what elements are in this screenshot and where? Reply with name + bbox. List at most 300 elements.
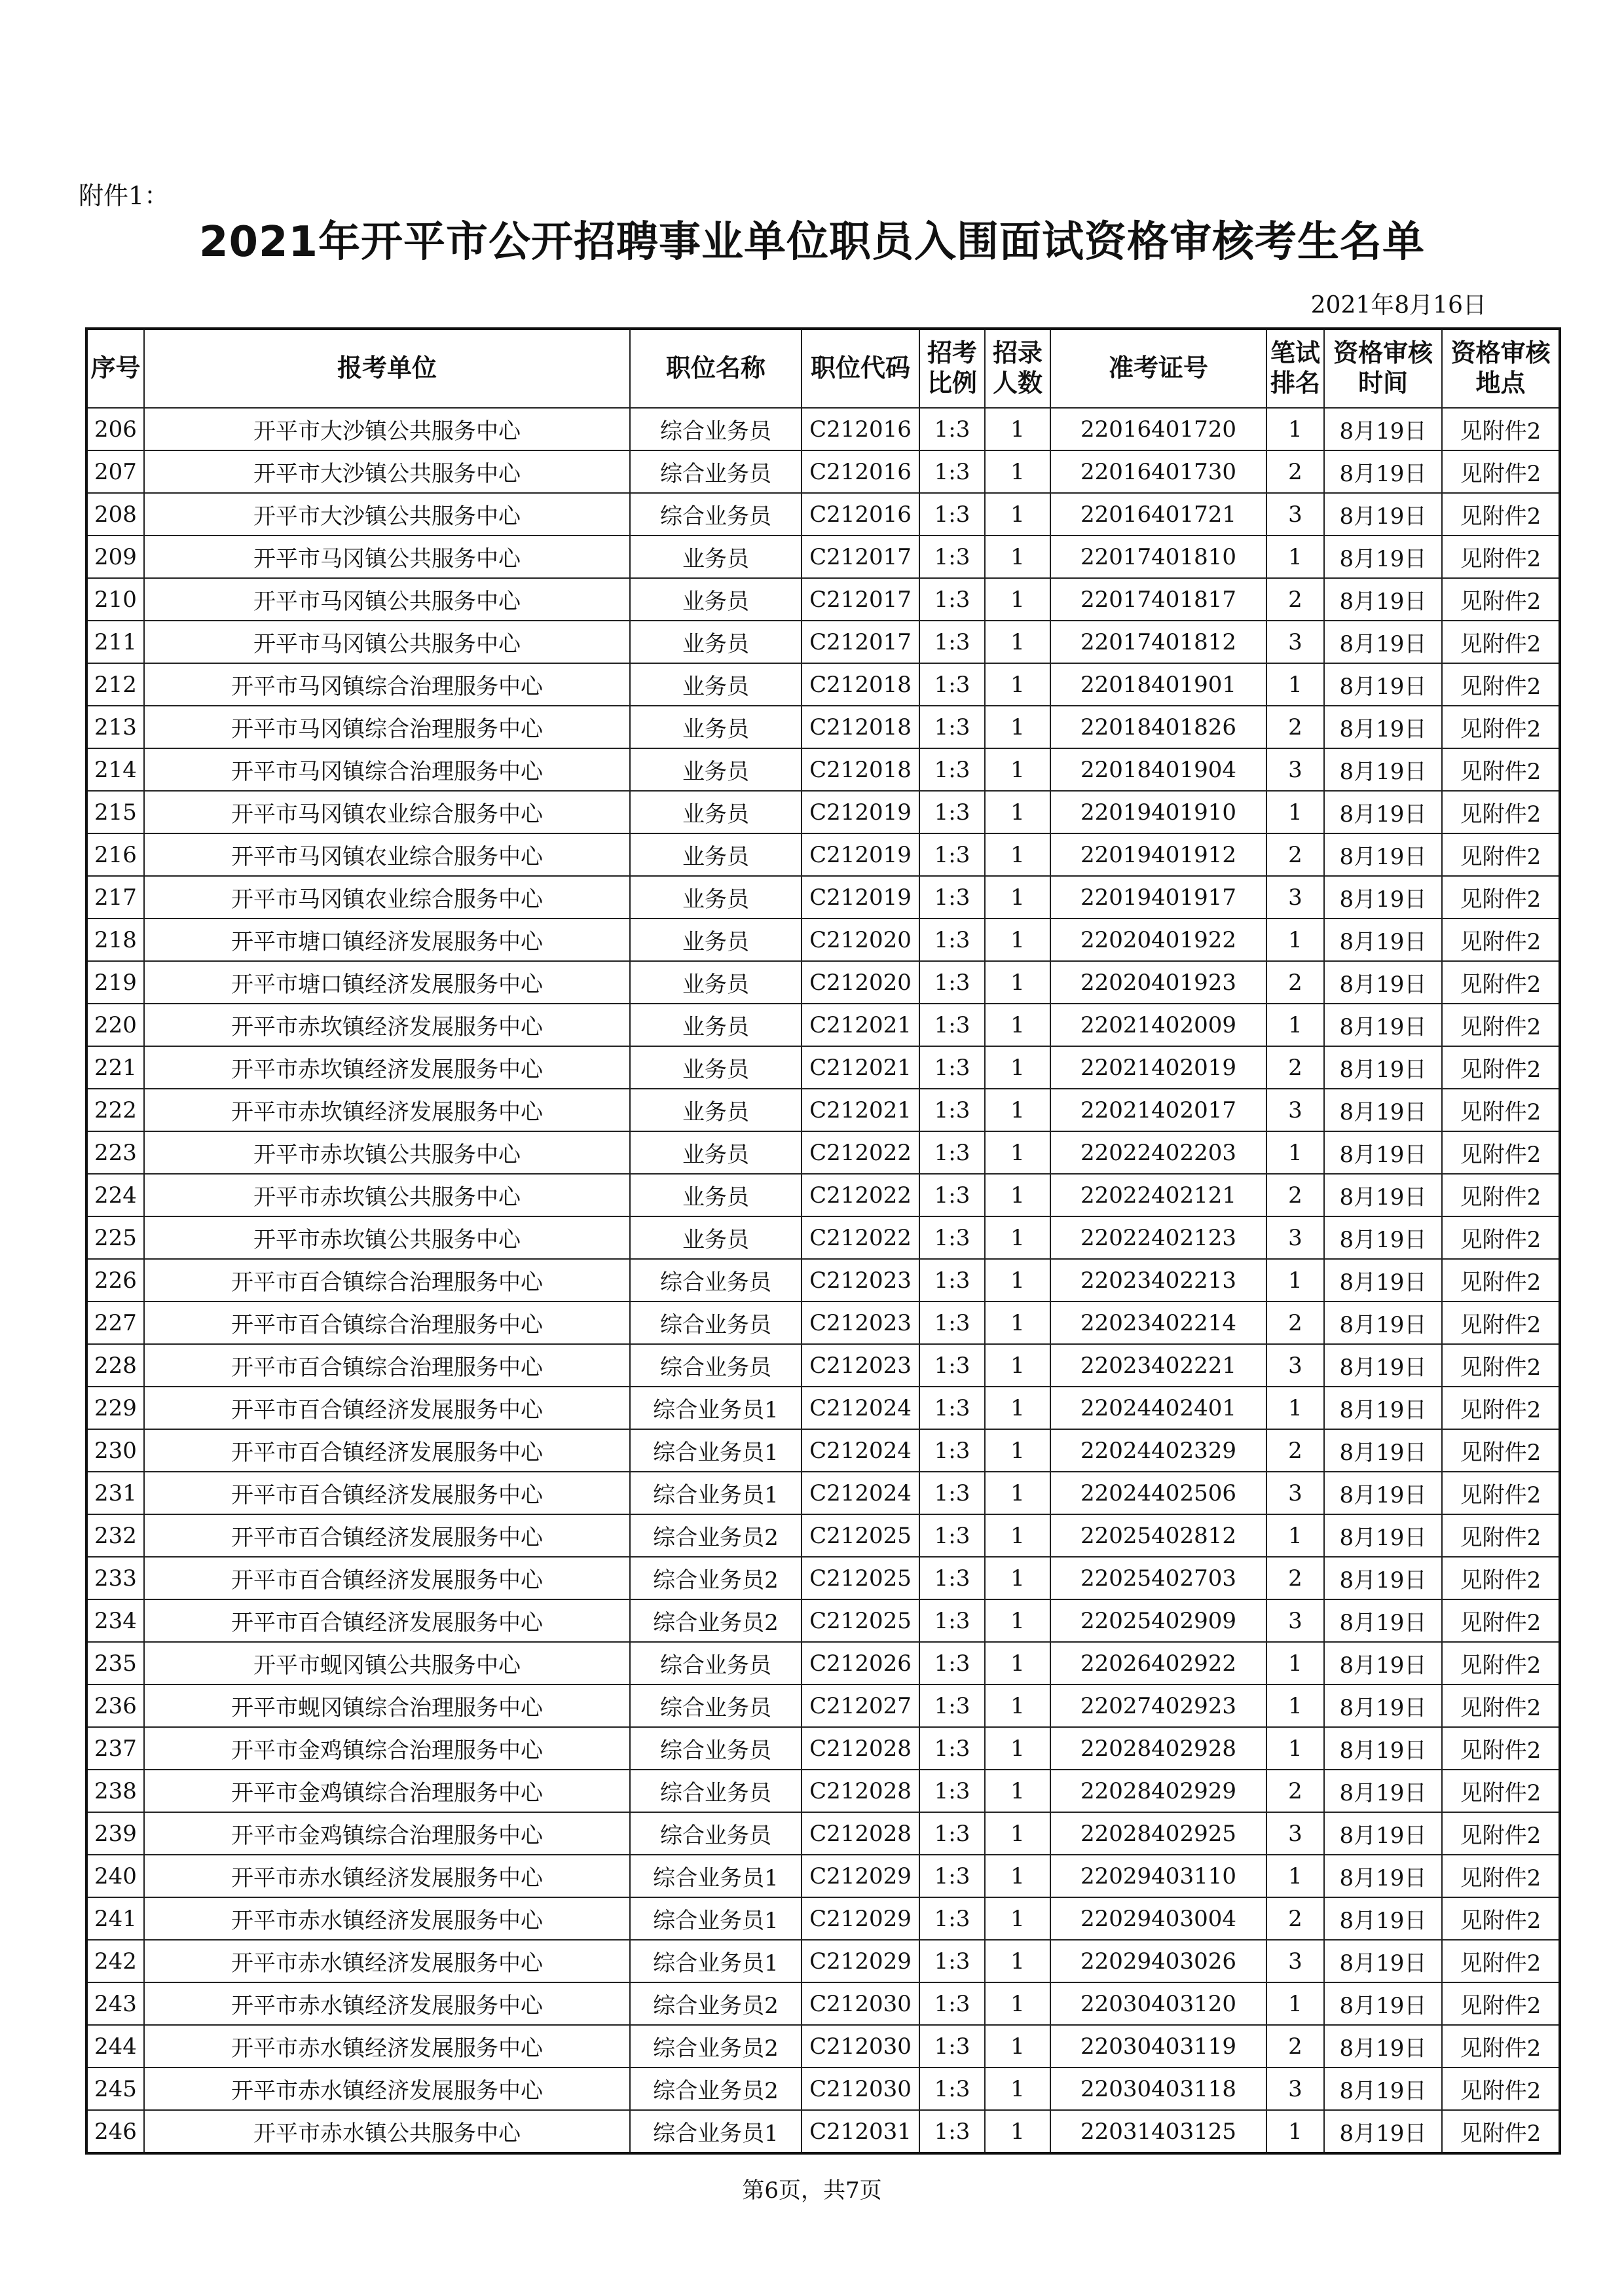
cell-review-time: 8月19日	[1324, 1855, 1442, 1897]
table-row	[86, 2025, 1560, 2068]
table-row	[86, 1940, 1560, 1982]
cell-unit: 开平市大沙镇公共服务中心	[144, 408, 630, 450]
cell-exam-id: 22020401923	[1050, 961, 1266, 1004]
cell-hire-count: 1	[985, 1770, 1050, 1812]
cell-hire-count: 1	[985, 1302, 1050, 1344]
cell-review-place: 见附件2	[1442, 1557, 1560, 1599]
cell-review-place: 见附件2	[1442, 1216, 1560, 1259]
cell-ratio: 1:3	[919, 408, 985, 450]
cell-ratio: 1:3	[919, 1557, 985, 1599]
cell-ratio: 1:3	[919, 1259, 985, 1302]
cell-unit: 开平市百合镇综合治理服务中心	[144, 1302, 630, 1344]
cell-review-place: 见附件2	[1442, 1302, 1560, 1344]
cell-ratio: 1:3	[919, 2025, 985, 2068]
cell-hire-count: 1	[985, 1089, 1050, 1131]
cell-exam-id: 22029403004	[1050, 1897, 1266, 1940]
cell-unit: 开平市赤水镇经济发展服务中心	[144, 1940, 630, 1982]
cell-rank: 1	[1266, 1131, 1324, 1174]
cell-ratio: 1:3	[919, 1216, 985, 1259]
cell-hire-count: 1	[985, 408, 1050, 450]
cell-exam-id: 22018401901	[1050, 663, 1266, 706]
cell-ratio: 1:3	[919, 621, 985, 663]
cell-hire-count: 1	[985, 493, 1050, 536]
cell-position-name: 业务员	[630, 961, 802, 1004]
table-row	[86, 2068, 1560, 2110]
cell-unit: 开平市塘口镇经济发展服务中心	[144, 961, 630, 1004]
cell-exam-id: 22029403026	[1050, 1940, 1266, 1982]
cell-hire-count: 1	[985, 1004, 1050, 1046]
cell-exam-id: 22019401910	[1050, 791, 1266, 833]
cell-position-code: C212025	[802, 1514, 919, 1557]
cell-rank: 3	[1266, 493, 1324, 536]
cell-index: 240	[86, 1855, 144, 1897]
cell-review-time: 8月19日	[1324, 1982, 1442, 2025]
cell-hire-count: 1	[985, 621, 1050, 663]
cell-rank: 1	[1266, 408, 1324, 450]
cell-position-name: 综合业务员1	[630, 1940, 802, 1982]
header-review-time: 资格审核时间	[1324, 329, 1442, 408]
cell-unit: 开平市赤坎镇经济发展服务中心	[144, 1089, 630, 1131]
cell-review-time: 8月19日	[1324, 876, 1442, 919]
table-row	[86, 748, 1560, 791]
cell-ratio: 1:3	[919, 1685, 985, 1727]
cell-ratio: 1:3	[919, 1344, 985, 1387]
cell-unit: 开平市蚬冈镇公共服务中心	[144, 1642, 630, 1685]
cell-review-place: 见附件2	[1442, 1174, 1560, 1216]
cell-ratio: 1:3	[919, 493, 985, 536]
cell-index: 225	[86, 1216, 144, 1259]
cell-position-code: C212019	[802, 876, 919, 919]
cell-index: 218	[86, 919, 144, 961]
cell-review-place: 见附件2	[1442, 1685, 1560, 1727]
cell-position-code: C212030	[802, 1982, 919, 2025]
cell-hire-count: 1	[985, 1727, 1050, 1770]
cell-review-time: 8月19日	[1324, 1216, 1442, 1259]
cell-exam-id: 22024402401	[1050, 1387, 1266, 1429]
cell-ratio: 1:3	[919, 876, 985, 919]
cell-exam-id: 22016401721	[1050, 493, 1266, 536]
cell-unit: 开平市赤坎镇经济发展服务中心	[144, 1004, 630, 1046]
cell-unit: 开平市马冈镇综合治理服务中心	[144, 748, 630, 791]
cell-review-place: 见附件2	[1442, 1642, 1560, 1685]
table-row	[86, 1855, 1560, 1897]
cell-position-code: C212022	[802, 1174, 919, 1216]
cell-position-name: 综合业务员	[630, 1770, 802, 1812]
cell-review-place: 见附件2	[1442, 961, 1560, 1004]
table-row	[86, 1514, 1560, 1557]
cell-ratio: 1:3	[919, 833, 985, 876]
cell-exam-id: 22017401812	[1050, 621, 1266, 663]
cell-review-place: 见附件2	[1442, 876, 1560, 919]
cell-review-place: 见附件2	[1442, 1770, 1560, 1812]
cell-rank: 1	[1266, 1982, 1324, 2025]
header-hire-count: 招录人数	[985, 329, 1050, 408]
cell-review-place: 见附件2	[1442, 493, 1560, 536]
cell-position-name: 业务员	[630, 876, 802, 919]
cell-position-code: C212025	[802, 1557, 919, 1599]
table-row	[86, 1216, 1560, 1259]
cell-position-name: 综合业务员	[630, 408, 802, 450]
cell-rank: 1	[1266, 1727, 1324, 1770]
cell-position-name: 综合业务员	[630, 1685, 802, 1727]
cell-hire-count: 1	[985, 1599, 1050, 1642]
cell-unit: 开平市百合镇经济发展服务中心	[144, 1599, 630, 1642]
cell-position-code: C212019	[802, 791, 919, 833]
cell-position-name: 业务员	[630, 748, 802, 791]
cell-unit: 开平市百合镇经济发展服务中心	[144, 1514, 630, 1557]
cell-index: 214	[86, 748, 144, 791]
table-row	[86, 961, 1560, 1004]
cell-rank: 3	[1266, 1812, 1324, 1855]
cell-review-place: 见附件2	[1442, 2068, 1560, 2110]
cell-review-time: 8月19日	[1324, 536, 1442, 578]
cell-hire-count: 1	[985, 1131, 1050, 1174]
cell-position-name: 业务员	[630, 621, 802, 663]
cell-review-time: 8月19日	[1324, 2025, 1442, 2068]
cell-review-time: 8月19日	[1324, 1514, 1442, 1557]
cell-position-code: C212024	[802, 1429, 919, 1472]
cell-review-place: 见附件2	[1442, 450, 1560, 493]
cell-position-code: C212028	[802, 1812, 919, 1855]
cell-unit: 开平市金鸡镇综合治理服务中心	[144, 1812, 630, 1855]
cell-review-place: 见附件2	[1442, 1514, 1560, 1557]
cell-index: 235	[86, 1642, 144, 1685]
cell-rank: 3	[1266, 1940, 1324, 1982]
cell-unit: 开平市赤坎镇公共服务中心	[144, 1131, 630, 1174]
cell-exam-id: 22029403110	[1050, 1855, 1266, 1897]
cell-exam-id: 22021402019	[1050, 1046, 1266, 1089]
cell-position-code: C212022	[802, 1131, 919, 1174]
cell-review-place: 见附件2	[1442, 1940, 1560, 1982]
cell-index: 227	[86, 1302, 144, 1344]
cell-review-place: 见附件2	[1442, 1472, 1560, 1514]
cell-index: 210	[86, 578, 144, 621]
cell-position-name: 综合业务员	[630, 1727, 802, 1770]
table-row	[86, 2110, 1560, 2153]
cell-hire-count: 1	[985, 748, 1050, 791]
cell-rank: 2	[1266, 706, 1324, 748]
cell-ratio: 1:3	[919, 536, 985, 578]
cell-position-name: 综合业务员1	[630, 1472, 802, 1514]
cell-unit: 开平市赤坎镇公共服务中心	[144, 1174, 630, 1216]
cell-index: 231	[86, 1472, 144, 1514]
document-title: 2021年开平市公开招聘事业单位职员入围面试资格审核考生名单	[198, 218, 1426, 266]
cell-review-time: 8月19日	[1324, 1089, 1442, 1131]
cell-position-name: 业务员	[630, 1216, 802, 1259]
cell-position-name: 综合业务员1	[630, 1897, 802, 1940]
cell-rank: 1	[1266, 1685, 1324, 1727]
table-row	[86, 706, 1560, 748]
cell-hire-count: 1	[985, 1940, 1050, 1982]
cell-rank: 3	[1266, 1472, 1324, 1514]
cell-position-code: C212021	[802, 1046, 919, 1089]
cell-review-place: 见附件2	[1442, 578, 1560, 621]
cell-hire-count: 1	[985, 1812, 1050, 1855]
cell-position-name: 业务员	[630, 1089, 802, 1131]
cell-unit: 开平市马冈镇公共服务中心	[144, 578, 630, 621]
cell-index: 233	[86, 1557, 144, 1599]
cell-review-place: 见附件2	[1442, 408, 1560, 450]
cell-index: 207	[86, 450, 144, 493]
cell-ratio: 1:3	[919, 1642, 985, 1685]
cell-review-place: 见附件2	[1442, 1897, 1560, 1940]
cell-rank: 2	[1266, 1429, 1324, 1472]
cell-exam-id: 22024402329	[1050, 1429, 1266, 1472]
cell-exam-id: 22021402017	[1050, 1089, 1266, 1131]
cell-ratio: 1:3	[919, 748, 985, 791]
cell-unit: 开平市百合镇经济发展服务中心	[144, 1557, 630, 1599]
header-unit: 报考单位	[144, 329, 630, 408]
cell-rank: 3	[1266, 1089, 1324, 1131]
table-header-row	[86, 329, 1560, 408]
cell-position-code: C212021	[802, 1089, 919, 1131]
cell-ratio: 1:3	[919, 1046, 985, 1089]
table-row	[86, 919, 1560, 961]
cell-hire-count: 1	[985, 1387, 1050, 1429]
cell-review-time: 8月19日	[1324, 450, 1442, 493]
cell-position-code: C212023	[802, 1302, 919, 1344]
cell-hire-count: 1	[985, 876, 1050, 919]
cell-hire-count: 1	[985, 706, 1050, 748]
cell-unit: 开平市赤水镇经济发展服务中心	[144, 2068, 630, 2110]
cell-rank: 3	[1266, 876, 1324, 919]
cell-index: 232	[86, 1514, 144, 1557]
cell-ratio: 1:3	[919, 1940, 985, 1982]
cell-position-name: 综合业务员	[630, 1259, 802, 1302]
cell-hire-count: 1	[985, 1429, 1050, 1472]
cell-position-name: 业务员	[630, 1174, 802, 1216]
cell-rank: 2	[1266, 961, 1324, 1004]
cell-review-place: 见附件2	[1442, 1046, 1560, 1089]
cell-review-time: 8月19日	[1324, 1940, 1442, 1982]
cell-position-name: 业务员	[630, 1046, 802, 1089]
cell-exam-id: 22025402909	[1050, 1599, 1266, 1642]
cell-rank: 1	[1266, 663, 1324, 706]
cell-position-code: C212018	[802, 706, 919, 748]
cell-hire-count: 1	[985, 833, 1050, 876]
cell-review-place: 见附件2	[1442, 1599, 1560, 1642]
cell-index: 209	[86, 536, 144, 578]
cell-review-time: 8月19日	[1324, 2068, 1442, 2110]
cell-review-time: 8月19日	[1324, 833, 1442, 876]
cell-ratio: 1:3	[919, 1812, 985, 1855]
cell-hire-count: 1	[985, 1046, 1050, 1089]
cell-exam-id: 22019401912	[1050, 833, 1266, 876]
cell-exam-id: 22030403118	[1050, 2068, 1266, 2110]
cell-ratio: 1:3	[919, 2110, 985, 2153]
cell-index: 215	[86, 791, 144, 833]
cell-position-code: C212018	[802, 748, 919, 791]
cell-position-name: 综合业务员1	[630, 1855, 802, 1897]
cell-position-name: 综合业务员2	[630, 1599, 802, 1642]
cell-position-code: C212022	[802, 1216, 919, 1259]
cell-position-name: 综合业务员2	[630, 1557, 802, 1599]
cell-unit: 开平市塘口镇经济发展服务中心	[144, 919, 630, 961]
cell-review-place: 见附件2	[1442, 833, 1560, 876]
table-row	[86, 1344, 1560, 1387]
attachment-label: 附件1：	[79, 181, 170, 210]
table-row	[86, 876, 1560, 919]
cell-position-name: 综合业务员2	[630, 1514, 802, 1557]
cell-unit: 开平市蚬冈镇综合治理服务中心	[144, 1685, 630, 1727]
cell-rank: 1	[1266, 1004, 1324, 1046]
table-row	[86, 791, 1560, 833]
cell-hire-count: 1	[985, 450, 1050, 493]
cell-position-code: C212031	[802, 2110, 919, 2153]
cell-position-name: 综合业务员	[630, 1642, 802, 1685]
cell-review-time: 8月19日	[1324, 1472, 1442, 1514]
cell-position-code: C212023	[802, 1344, 919, 1387]
cell-review-place: 见附件2	[1442, 706, 1560, 748]
cell-exam-id: 22027402923	[1050, 1685, 1266, 1727]
cell-review-place: 见附件2	[1442, 1089, 1560, 1131]
cell-rank: 1	[1266, 1855, 1324, 1897]
cell-index: 236	[86, 1685, 144, 1727]
cell-index: 223	[86, 1131, 144, 1174]
cell-position-name: 业务员	[630, 919, 802, 961]
cell-position-name: 综合业务员	[630, 1812, 802, 1855]
cell-rank: 1	[1266, 1642, 1324, 1685]
cell-rank: 2	[1266, 450, 1324, 493]
table-row	[86, 536, 1560, 578]
cell-unit: 开平市马冈镇公共服务中心	[144, 621, 630, 663]
cell-exam-id: 22018401826	[1050, 706, 1266, 748]
cell-hire-count: 1	[985, 2068, 1050, 2110]
cell-position-code: C212026	[802, 1642, 919, 1685]
cell-position-code: C212017	[802, 578, 919, 621]
cell-exam-id: 22025402812	[1050, 1514, 1266, 1557]
cell-review-place: 见附件2	[1442, 1344, 1560, 1387]
cell-unit: 开平市马冈镇农业综合服务中心	[144, 876, 630, 919]
cell-position-name: 业务员	[630, 833, 802, 876]
cell-exam-id: 22022402203	[1050, 1131, 1266, 1174]
cell-rank: 2	[1266, 1897, 1324, 1940]
cell-index: 244	[86, 2025, 144, 2068]
cell-index: 221	[86, 1046, 144, 1089]
header-ratio: 招考比例	[919, 329, 985, 408]
cell-unit: 开平市赤坎镇公共服务中心	[144, 1216, 630, 1259]
cell-position-name: 综合业务员2	[630, 2025, 802, 2068]
cell-position-code: C212029	[802, 1897, 919, 1940]
cell-position-name: 综合业务员1	[630, 1387, 802, 1429]
cell-review-place: 见附件2	[1442, 1812, 1560, 1855]
cell-review-place: 见附件2	[1442, 536, 1560, 578]
cell-ratio: 1:3	[919, 450, 985, 493]
cell-review-place: 见附件2	[1442, 621, 1560, 663]
cell-hire-count: 1	[985, 1855, 1050, 1897]
cell-unit: 开平市金鸡镇综合治理服务中心	[144, 1770, 630, 1812]
cell-rank: 2	[1266, 1770, 1324, 1812]
cell-index: 229	[86, 1387, 144, 1429]
cell-review-place: 见附件2	[1442, 748, 1560, 791]
cell-review-time: 8月19日	[1324, 1685, 1442, 1727]
cell-review-time: 8月19日	[1324, 1131, 1442, 1174]
cell-rank: 3	[1266, 1344, 1324, 1387]
cell-index: 239	[86, 1812, 144, 1855]
cell-rank: 3	[1266, 1216, 1324, 1259]
cell-review-time: 8月19日	[1324, 663, 1442, 706]
cell-review-time: 8月19日	[1324, 961, 1442, 1004]
cell-exam-id: 22021402009	[1050, 1004, 1266, 1046]
cell-review-place: 见附件2	[1442, 1982, 1560, 2025]
cell-exam-id: 22023402221	[1050, 1344, 1266, 1387]
cell-ratio: 1:3	[919, 1855, 985, 1897]
cell-ratio: 1:3	[919, 791, 985, 833]
cell-position-name: 综合业务员	[630, 450, 802, 493]
table-row	[86, 1089, 1560, 1131]
cell-review-place: 见附件2	[1442, 1259, 1560, 1302]
table-row	[86, 1131, 1560, 1174]
cell-review-time: 8月19日	[1324, 1557, 1442, 1599]
table-row	[86, 833, 1560, 876]
cell-index: 226	[86, 1259, 144, 1302]
cell-exam-id: 22022402123	[1050, 1216, 1266, 1259]
cell-rank: 3	[1266, 748, 1324, 791]
table-row	[86, 663, 1560, 706]
cell-exam-id: 22020401922	[1050, 919, 1266, 961]
cell-review-time: 8月19日	[1324, 706, 1442, 748]
cell-position-name: 综合业务员	[630, 493, 802, 536]
cell-review-time: 8月19日	[1324, 1812, 1442, 1855]
cell-hire-count: 1	[985, 961, 1050, 1004]
cell-hire-count: 1	[985, 919, 1050, 961]
cell-rank: 2	[1266, 1174, 1324, 1216]
cell-unit: 开平市百合镇综合治理服务中心	[144, 1344, 630, 1387]
cell-review-time: 8月19日	[1324, 1174, 1442, 1216]
cell-hire-count: 1	[985, 1982, 1050, 2025]
cell-index: 222	[86, 1089, 144, 1131]
cell-index: 230	[86, 1429, 144, 1472]
document-date: 2021年8月16日	[1310, 292, 1486, 319]
cell-exam-id: 22026402922	[1050, 1642, 1266, 1685]
cell-review-time: 8月19日	[1324, 2110, 1442, 2153]
cell-unit: 开平市赤水镇公共服务中心	[144, 2110, 630, 2153]
cell-unit: 开平市百合镇经济发展服务中心	[144, 1472, 630, 1514]
cell-index: 217	[86, 876, 144, 919]
cell-exam-id: 22016401730	[1050, 450, 1266, 493]
cell-ratio: 1:3	[919, 1004, 985, 1046]
cell-position-name: 综合业务员1	[630, 2110, 802, 2153]
table-row	[86, 1770, 1560, 1812]
cell-ratio: 1:3	[919, 919, 985, 961]
cell-review-time: 8月19日	[1324, 919, 1442, 961]
cell-exam-id: 22023402213	[1050, 1259, 1266, 1302]
cell-unit: 开平市马冈镇综合治理服务中心	[144, 706, 630, 748]
cell-ratio: 1:3	[919, 1897, 985, 1940]
cell-exam-id: 22025402703	[1050, 1557, 1266, 1599]
cell-review-time: 8月19日	[1324, 1429, 1442, 1472]
cell-hire-count: 1	[985, 663, 1050, 706]
table-row	[86, 1302, 1560, 1344]
cell-position-code: C212024	[802, 1387, 919, 1429]
cell-review-time: 8月19日	[1324, 1344, 1442, 1387]
cell-position-code: C212030	[802, 2068, 919, 2110]
cell-review-place: 见附件2	[1442, 919, 1560, 961]
cell-index: 216	[86, 833, 144, 876]
cell-ratio: 1:3	[919, 1599, 985, 1642]
cell-exam-id: 22031403125	[1050, 2110, 1266, 2153]
table-row	[86, 1642, 1560, 1685]
cell-review-place: 见附件2	[1442, 1727, 1560, 1770]
cell-position-name: 综合业务员	[630, 1302, 802, 1344]
cell-review-time: 8月19日	[1324, 791, 1442, 833]
cell-exam-id: 22016401720	[1050, 408, 1266, 450]
table-row	[86, 493, 1560, 536]
cell-rank: 2	[1266, 1557, 1324, 1599]
cell-position-code: C212025	[802, 1599, 919, 1642]
cell-hire-count: 1	[985, 1685, 1050, 1727]
cell-exam-id: 22024402506	[1050, 1472, 1266, 1514]
